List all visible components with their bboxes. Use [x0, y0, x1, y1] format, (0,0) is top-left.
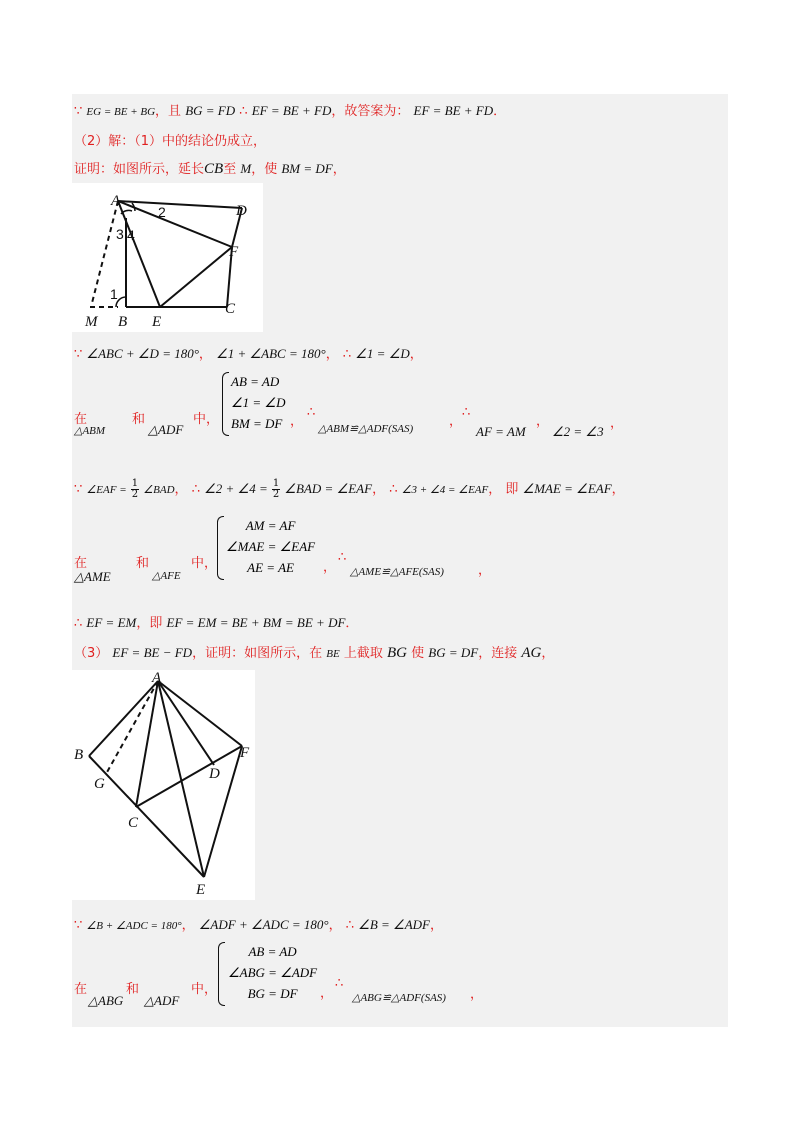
- label-angle-3: 3: [116, 226, 124, 242]
- comma: ，: [323, 560, 337, 575]
- therefore-symbol: ∴: [462, 405, 471, 420]
- comma: ，: [332, 162, 346, 177]
- label-a-2: A: [152, 670, 162, 686]
- text-on: 上截取: [343, 646, 383, 661]
- comma: ，: [328, 918, 342, 933]
- fraction-half: $\frac{1}{2}$: [131, 478, 139, 500]
- comma: ，: [325, 347, 339, 362]
- math-bad: ∠BAD: [143, 484, 175, 496]
- label-b-2: B: [74, 747, 84, 763]
- therefore-symbol: ∴: [335, 976, 344, 991]
- part3-heading: （3）: [74, 646, 109, 661]
- math-ef: EF = BE + FD: [251, 103, 332, 118]
- text-zhong-2: 中，: [191, 556, 218, 571]
- text-in: 在: [74, 412, 88, 427]
- label-f-2: F: [240, 745, 250, 761]
- comma: ，: [541, 646, 555, 661]
- brace-1: [222, 372, 229, 436]
- math-1-abc: ∠1 + ∠ABC = 180°: [216, 346, 326, 361]
- text-proof: 证明：如图所示，延长: [74, 162, 205, 177]
- figure-1-diagram: [72, 183, 263, 332]
- because-symbol: ∵: [74, 104, 83, 119]
- part2-proof-line: [74, 158, 346, 178]
- line-10: [74, 914, 443, 933]
- therefore-symbol: ∴: [389, 482, 398, 497]
- math-bm-df: BM = DF: [281, 161, 333, 176]
- system-3-row-1: AB = AD: [248, 944, 297, 959]
- label-angle-4: 4: [127, 227, 135, 243]
- period: ．: [493, 104, 507, 119]
- tri-abg: △ABG: [88, 993, 124, 1008]
- fraction-half-2: $\frac{1}{2}$: [272, 478, 280, 500]
- system-2-row-3: AE = AE: [247, 560, 294, 575]
- system-3: [228, 941, 317, 1004]
- label-a: A: [111, 193, 121, 209]
- tri-abm: △ABM: [74, 425, 106, 437]
- comma: ，: [409, 347, 423, 362]
- math-adf-adc: ∠ADF + ∠ADC = 180°: [198, 917, 329, 932]
- text-proof-3: ，证明：如图所示，在: [192, 646, 323, 661]
- math-ag: AG: [521, 645, 542, 661]
- period: ．: [345, 616, 359, 631]
- because-symbol: ∵: [74, 347, 83, 362]
- system-3-row-3: BG = DF: [247, 986, 298, 1001]
- comma: ，: [181, 918, 195, 933]
- math-b-adf: ∠B = ∠ADF: [358, 917, 430, 932]
- text-and: ，且: [155, 104, 182, 119]
- text-in-3: 在: [74, 982, 88, 997]
- cong-abm-adf: △ABM≌△ADF(SAS): [318, 423, 414, 435]
- math-eaf: ∠EAF =: [86, 484, 127, 496]
- figure-2: [72, 670, 255, 900]
- text-zhong-3: 中，: [191, 982, 218, 997]
- math-be: BE: [326, 648, 340, 660]
- comma: ，: [174, 482, 188, 497]
- tri-afe: △AFE: [152, 570, 181, 582]
- line-1: [74, 100, 506, 119]
- label-b: B: [118, 314, 128, 330]
- comma: ，: [449, 414, 463, 429]
- math-abc-d: ∠ABC + ∠D = 180°: [86, 346, 199, 361]
- comma: ，: [610, 416, 624, 431]
- text-ji-2: ，即: [136, 616, 163, 631]
- math-bg-fd: BG = FD: [185, 103, 236, 118]
- comma: ，: [372, 482, 386, 497]
- comma: ，: [470, 987, 484, 1002]
- math-bad-eaf: ∠BAD = ∠EAF: [284, 481, 373, 496]
- math-ef-be-fd: EF = BE − FD: [112, 645, 193, 660]
- math-3-4: ∠3 + ∠4 = ∠EAF: [401, 484, 489, 496]
- comma: ，: [611, 482, 625, 497]
- therefore-symbol: ∴: [239, 104, 248, 119]
- text-to: 至: [223, 162, 237, 177]
- brace-2: [217, 516, 224, 580]
- therefore-symbol: ∴: [345, 918, 355, 933]
- text-ji: 即: [505, 482, 519, 497]
- system-1-row-3: BM = DF: [231, 416, 283, 431]
- math-bg-df: BG = DF: [428, 645, 479, 660]
- text-in-2: 在: [74, 556, 88, 571]
- therefore-symbol: ∴: [342, 347, 352, 362]
- label-f: F: [229, 244, 239, 260]
- part3-line: [74, 642, 554, 662]
- math-ef-em: EF = EM: [86, 615, 137, 630]
- math-answer: EF = BE + FD: [413, 103, 494, 118]
- cong-ame-afe: △AME≌△AFE(SAS): [350, 566, 444, 578]
- tri-adf: △ADF: [148, 422, 184, 437]
- math-eg: EG = BE + BG: [86, 106, 156, 118]
- system-2-row-2: ∠MAE = ∠EAF: [226, 539, 316, 554]
- math-mae-eaf: ∠MAE = ∠EAF: [522, 481, 612, 496]
- text-and-3: 和: [136, 556, 150, 571]
- label-d-2: D: [209, 766, 220, 782]
- comma: ，: [429, 918, 443, 933]
- label-g: G: [94, 776, 105, 792]
- math-m: M: [240, 161, 252, 176]
- label-e-2: E: [196, 882, 206, 898]
- math-1-d: ∠1 = ∠D: [355, 346, 410, 361]
- label-e: E: [152, 314, 162, 330]
- math-ef-chain: EF = EM = BE + BM = BE + DF: [166, 615, 346, 630]
- math-2-4: ∠2 + ∠4 =: [204, 481, 268, 496]
- text-make-3: 使: [411, 646, 425, 661]
- line-8: [74, 612, 358, 631]
- cong-abg-adf: △ABG≌△ADF(SAS): [352, 992, 446, 1004]
- line-6: [74, 478, 625, 500]
- therefore-symbol: ∴: [307, 405, 316, 420]
- because-symbol: ∵: [74, 918, 83, 933]
- math-2-3: ∠2 = ∠3: [552, 424, 604, 439]
- math-bg: BG: [386, 645, 407, 661]
- comma: ，: [320, 986, 334, 1001]
- label-d: D: [236, 203, 247, 219]
- therefore-symbol: ∴: [191, 482, 200, 497]
- system-2-row-1: AM = AF: [245, 518, 296, 533]
- comma: ，: [290, 414, 304, 429]
- therefore-symbol: ∴: [338, 550, 347, 565]
- because-symbol: ∵: [74, 482, 83, 497]
- figure-1: [72, 183, 263, 332]
- brace-3: [218, 942, 225, 1006]
- therefore-symbol: ∴: [74, 616, 83, 631]
- system-1-row-1: AB = AD: [231, 374, 280, 389]
- comma: ，: [198, 347, 212, 362]
- label-c: C: [225, 301, 236, 317]
- tri-adf-2: △ADF: [144, 993, 180, 1008]
- system-2: [226, 515, 315, 578]
- system-1: [231, 371, 285, 434]
- comma: ，: [536, 414, 550, 429]
- part2-heading: （2）解：（1）中的结论仍成立，: [74, 134, 267, 149]
- text-and-4: 和: [126, 982, 140, 997]
- label-m: M: [85, 314, 98, 330]
- comma: ，: [488, 482, 502, 497]
- comma: ，: [478, 563, 492, 578]
- text-answer: ，故答案为：: [331, 104, 410, 119]
- label-angle-1: 1: [110, 286, 118, 302]
- math-b-adc: ∠B + ∠ADC = 180°: [86, 920, 182, 932]
- label-c-2: C: [128, 815, 139, 831]
- label-angle-2: 2: [158, 204, 166, 220]
- math-cb: CB: [204, 161, 224, 177]
- text-make: ，使: [251, 162, 278, 177]
- system-3-row-2: ∠ABG = ∠ADF: [228, 965, 318, 980]
- line-4: [74, 343, 423, 362]
- text-connect: ，连接: [478, 646, 518, 661]
- text-and-2: 和: [132, 412, 146, 427]
- figure-2-diagram: [72, 670, 255, 900]
- math-af-am: AF = AM: [476, 424, 526, 439]
- system-1-row-2: ∠1 = ∠D: [231, 395, 286, 410]
- tri-ame: △AME: [74, 569, 111, 584]
- text-zhong: 中，: [193, 412, 220, 427]
